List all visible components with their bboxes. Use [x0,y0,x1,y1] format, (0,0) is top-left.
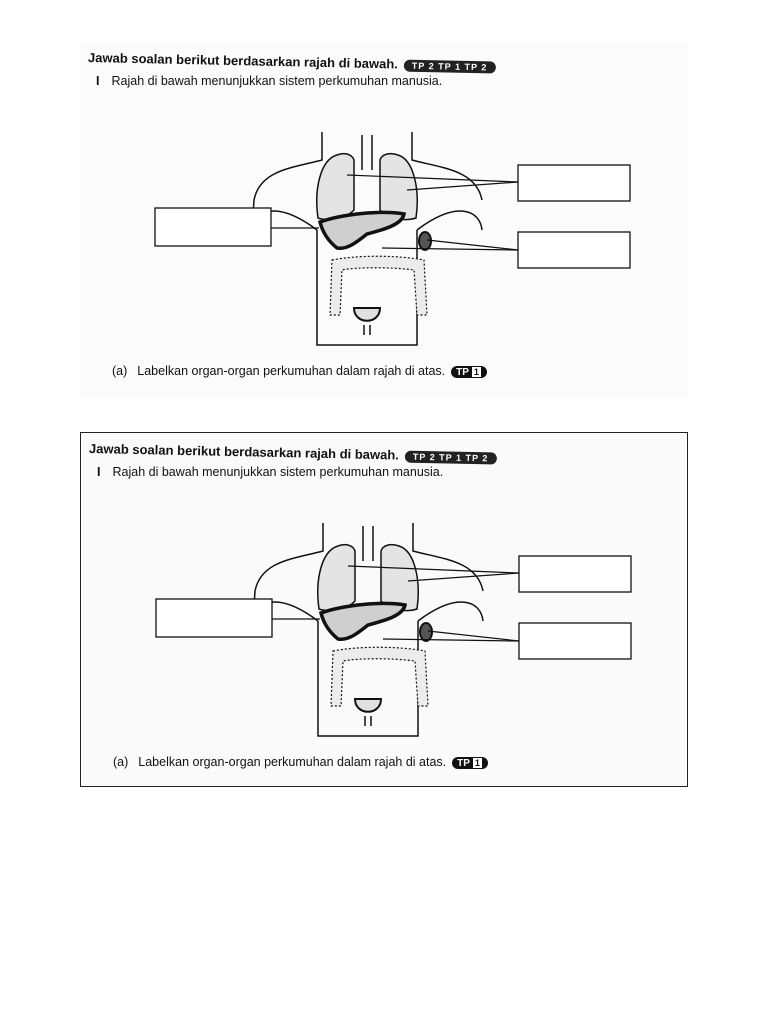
label-box-right-bottom [518,232,630,268]
liver [321,603,405,639]
worksheet-header [89,441,497,465]
excretory-system-diagram [143,521,643,746]
leader-line-lung-right [408,573,519,581]
kidney [420,623,432,641]
instruction-text: Labelkan organ-organ perkumuhan dalam rajah di atas. [138,755,447,769]
label-box-left [155,208,271,246]
worksheet-panel-bottom [80,432,688,787]
leader-line-lung-left [347,175,518,182]
tp-level-number: 1 [471,366,482,378]
instruction-line [112,364,487,378]
tp-level-badge [452,757,488,769]
question-number: I [96,74,100,88]
left-lung [318,545,355,611]
excretory-system-diagram [142,130,642,355]
worksheet-header [88,50,496,74]
leader-line-lung-left [348,566,519,573]
bladder [354,308,380,321]
tp-header-badge: TP 2 TP 1 TP 2 [405,450,497,464]
tp-badge-text: TP [457,757,470,769]
liver [320,212,404,248]
left-lung [317,154,354,220]
question-number: I [97,465,101,479]
bladder [355,699,381,712]
label-box-right-top [519,556,631,592]
part-label: (a) [112,364,128,378]
kidney [419,232,431,250]
urethra [365,716,371,726]
question-text: Rajah di bawah menunjukkan sistem perkumuhan manusia. [111,74,443,88]
label-box-right-top [518,165,630,201]
trachea [362,135,372,170]
part-label: (a) [113,755,129,769]
large-intestine [331,647,428,706]
question-text: Rajah di bawah menunjukkan sistem perkumuhan manusia. [112,465,444,479]
instruction-line [113,755,488,769]
question-line [96,74,442,88]
header-text: Jawab soalan berikut berdasarkan rajah di bawah. [88,441,400,463]
label-box-left [156,599,272,637]
large-intestine [330,256,427,315]
leader-line-lung-right [407,182,518,190]
worksheet-panel-top [80,42,688,397]
tp-badge-text: TP [456,366,469,378]
tp-level-number: 1 [472,757,483,769]
label-box-right-bottom [519,623,631,659]
right-lung [380,154,417,220]
right-lung [381,545,418,611]
trachea [363,526,373,561]
urethra [364,325,370,335]
question-line [97,465,443,479]
instruction-text: Labelkan organ-organ perkumuhan dalam rajah di atas. [137,364,446,378]
tp-header-badge: TP 2 TP 1 TP 2 [404,59,496,73]
tp-level-badge [451,366,487,378]
header-text: Jawab soalan berikut berdasarkan rajah di bawah. [87,50,399,72]
